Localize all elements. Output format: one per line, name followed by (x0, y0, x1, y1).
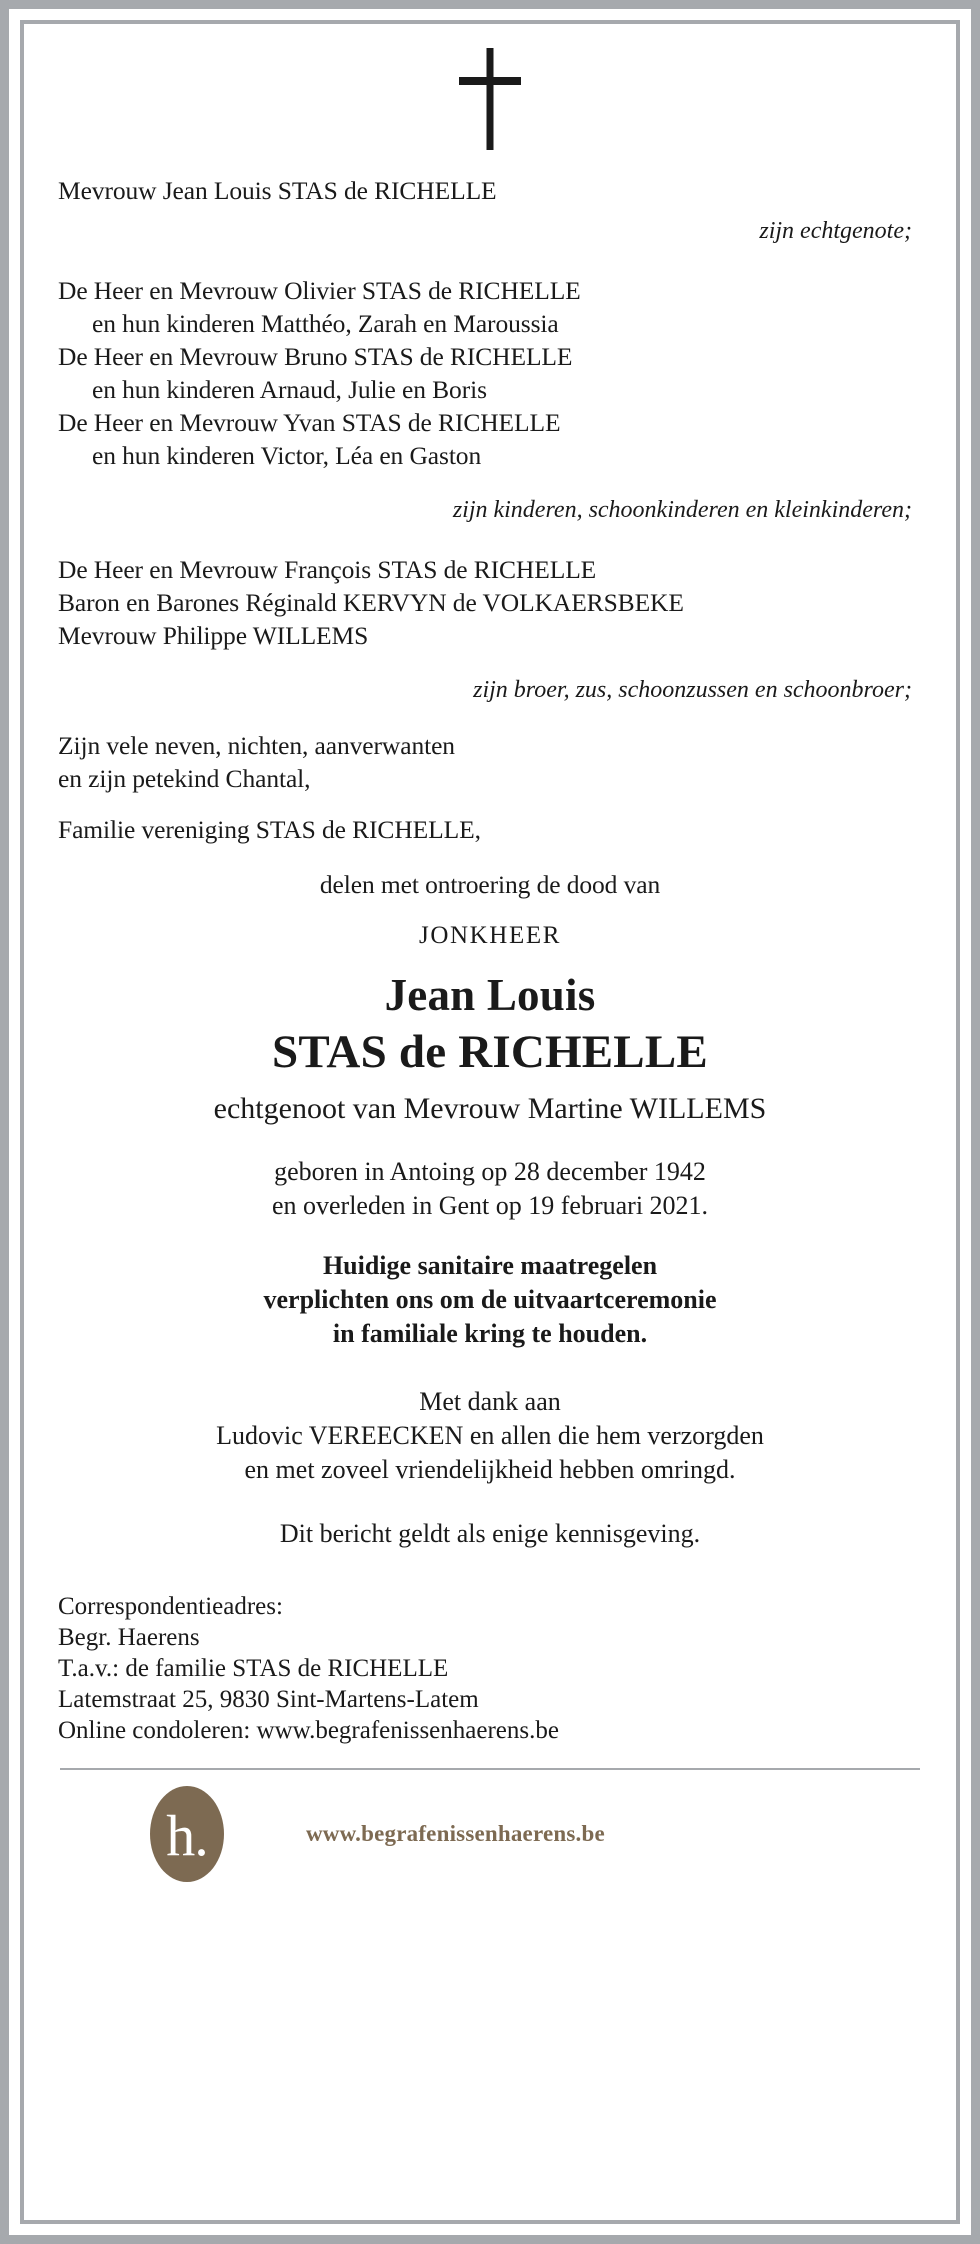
spouse-relation-label: zijn echtgenote; (759, 218, 912, 244)
association-section (58, 813, 922, 846)
sanitary-notice-line: Huidige sanitaire maatregelen (322, 1251, 658, 1280)
spacer (58, 846, 922, 868)
spouse-name: Mevrouw Jean Louis STAS de RICHELLE (58, 176, 497, 205)
spacer (58, 248, 922, 274)
spacer (58, 1487, 922, 1517)
spacer (58, 1551, 922, 1591)
thanks-line: Ludovic VEREECKEN en allen die hem verzorgden (216, 1421, 764, 1450)
footer (58, 1770, 922, 1882)
spacer (58, 795, 922, 813)
spacer (58, 953, 922, 967)
family-line: De Heer en Mevrouw Olivier STAS de RICHELLE (58, 276, 581, 305)
latin-cross-icon (459, 48, 521, 150)
cross-stem (487, 48, 494, 150)
haerens-logo-icon (150, 1786, 224, 1882)
spacer (58, 1223, 922, 1249)
spacer (58, 472, 922, 494)
spacer (58, 707, 922, 729)
deceased-spouse-of: echtgenoot van Mevrouw Martine WILLEMS (213, 1092, 767, 1125)
nobility-title: JONKHEER (419, 922, 561, 949)
spacer (58, 901, 922, 919)
correspondence-label: Correspondentieadres: (58, 1593, 283, 1620)
family-line: De Heer en Mevrouw François STAS de RICHELLE (58, 555, 597, 584)
children-relation-label: zijn kinderen, schoonkinderen en kleinkinderen; (452, 497, 912, 523)
birth-line: geboren in Antoing op 28 december 1942 (274, 1157, 706, 1186)
correspondence-street: Latemstraat 25, 9830 Sint-Martens-Latem (58, 1686, 479, 1713)
family-line: Mevrouw Philippe WILLEMS (58, 621, 369, 650)
family-line: en zijn petekind Chantal, (58, 764, 311, 793)
thanks-section (58, 1385, 922, 1487)
spacer (58, 1129, 922, 1155)
family-association: Familie vereniging STAS de RICHELLE, (58, 815, 481, 844)
siblings-relation-label: zijn broer, zus, schoonzussen en schoonbroer; (473, 677, 912, 703)
correspondence-online: Online condoleren: www.begrafenissenhaerens.be (58, 1717, 559, 1744)
single-notice-line: Dit bericht geldt als enige kennisgeving. (279, 1519, 701, 1548)
family-line: en hun kinderen Matthéo, Zarah en Maroussia (92, 309, 559, 338)
cross-bar (459, 77, 521, 85)
death-line: en overleden in Gent op 19 februari 2021. (271, 1191, 709, 1220)
spouse-section (58, 174, 922, 248)
spacer (58, 207, 922, 215)
sanitary-notice-section (58, 1249, 922, 1351)
spacer (58, 652, 922, 674)
announcement-inner-frame (20, 20, 960, 2224)
deceased-last-name: STAS de RICHELLE (272, 1026, 708, 1078)
deceased-first-name: Jean Louis (384, 970, 596, 1020)
logo-glyph: h. (166, 1803, 208, 1868)
single-notice-section (58, 1517, 922, 1551)
cross-header (58, 24, 922, 174)
spacer (58, 1351, 922, 1385)
relatives-section (58, 729, 922, 795)
family-line: Zijn vele neven, nichten, aanverwanten (58, 731, 455, 760)
family-line: en hun kinderen Victor, Léa en Gaston (92, 441, 482, 470)
spacer (58, 1081, 922, 1089)
family-line: De Heer en Mevrouw Yvan STAS de RICHELLE (58, 408, 561, 437)
sanitary-notice-line: in familiale kring te houden. (332, 1319, 648, 1348)
correspondence-section (58, 1591, 922, 1746)
family-line: Baron en Barones Réginald KERVYN de VOLKAERSBEKE (58, 588, 684, 617)
siblings-section (58, 553, 922, 707)
family-line: en hun kinderen Arnaud, Julie en Boris (92, 375, 487, 404)
footer-website-url[interactable]: www.begrafenissenhaerens.be (306, 1821, 605, 1846)
sanitary-notice-line: verplichten ons om de uitvaartceremonie (263, 1285, 717, 1314)
announcement-section (58, 868, 922, 1223)
thanks-line: Met dank aan (419, 1387, 561, 1416)
children-section (58, 274, 922, 527)
announce-intro: delen met ontroering de dood van (319, 870, 661, 899)
spacer (58, 527, 922, 553)
family-line: De Heer en Mevrouw Bruno STAS de RICHELLE (58, 342, 573, 371)
correspondence-company: Begr. Haerens (58, 1624, 200, 1651)
correspondence-attention: T.a.v.: de familie STAS de RICHELLE (58, 1655, 449, 1682)
thanks-line: en met zoveel vriendelijkheid hebben omringd. (244, 1455, 736, 1484)
